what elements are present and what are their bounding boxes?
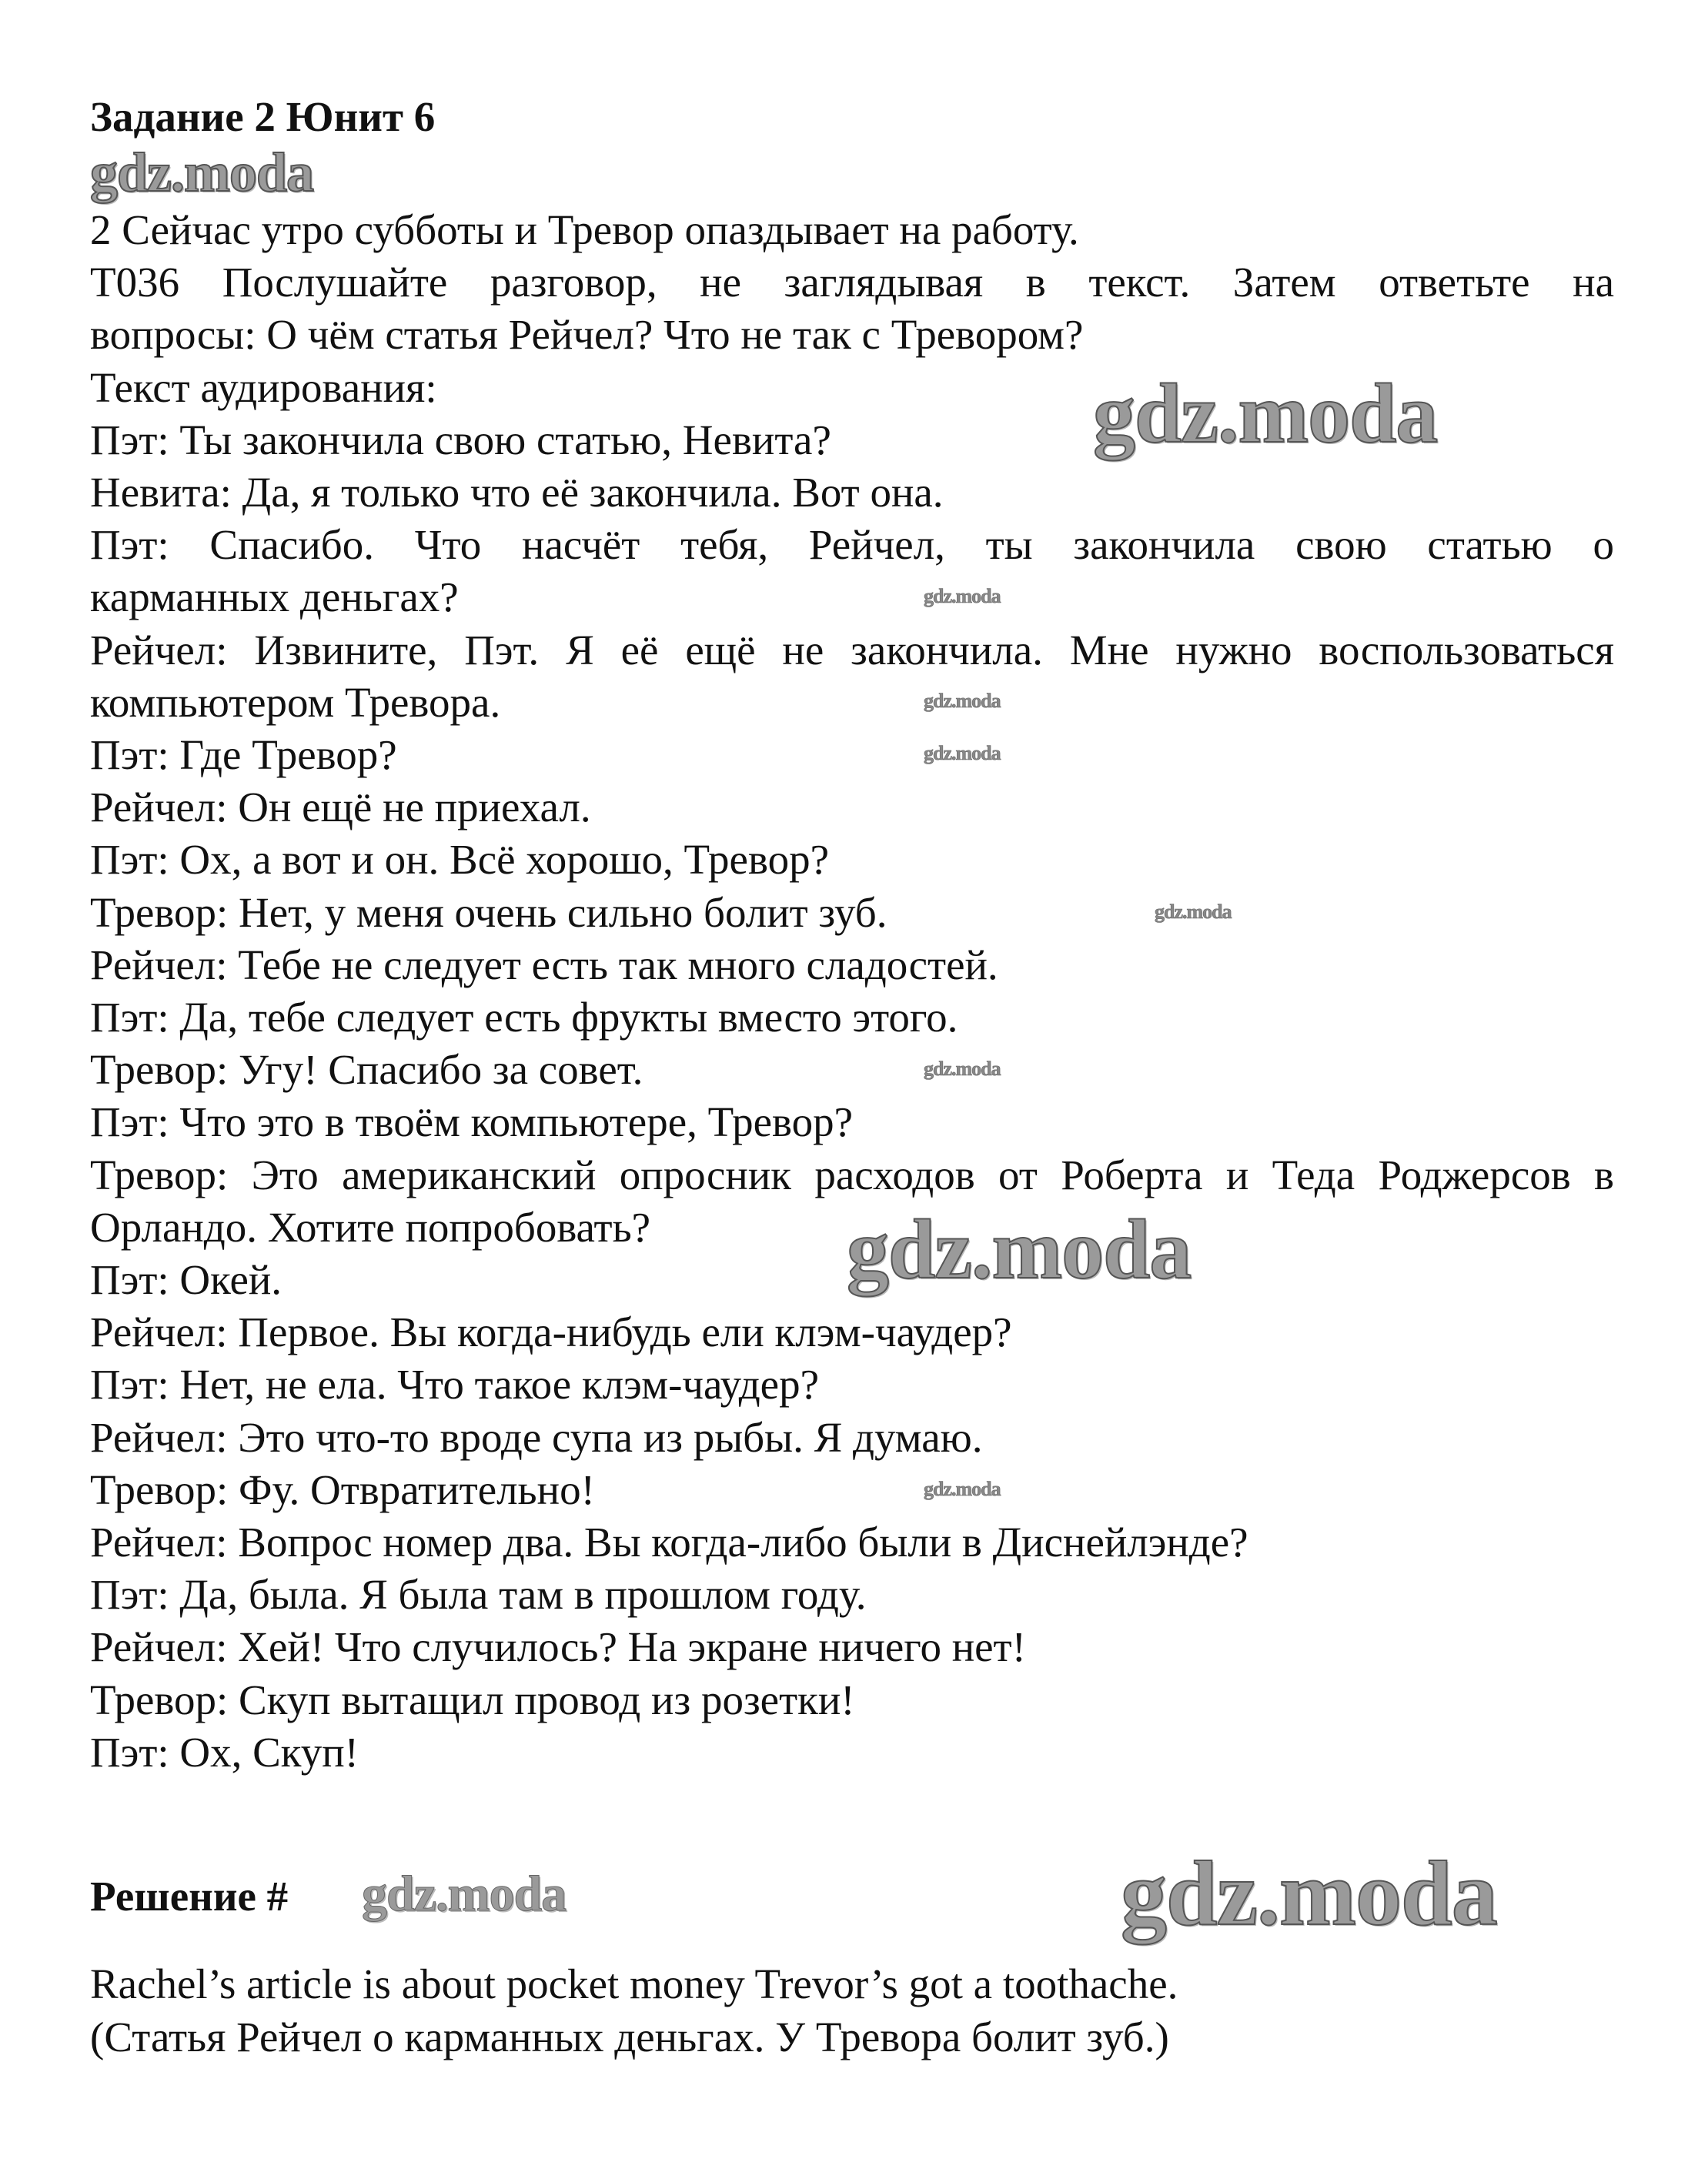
watermark-small: gdz.moda <box>924 585 1001 607</box>
dialogue-line: Пэт: Ты закончила свою статью, Невита? <box>90 416 831 463</box>
dialogue-line: Пэт: Окей. <box>90 1256 282 1303</box>
dialogue-line: компьютером Тревора. <box>90 679 501 726</box>
dialogue-line: Пэт: Да, была. Я была там в прошлом году. <box>90 1571 867 1618</box>
dialogue-line: Тревор: Фу. Отвратительно! <box>90 1466 595 1513</box>
task-intro: 2 Сейчас утро субботы и Тревор опаздывает на работу. <box>90 206 1079 253</box>
watermark-small: gdz.moda <box>924 690 1001 712</box>
watermark-logo: gdz.moda <box>1093 366 1438 460</box>
dialogue-line: Рейчел: Хей! Что случилось? На экране ничего нет! <box>90 1623 1026 1670</box>
dialogue-line: Пэт: Где Тревор? <box>90 731 397 778</box>
watermark-logo: gdz.moda <box>90 142 314 203</box>
answer-english: Rachel’s article is about pocket money Trevor’s got a toothache. <box>90 1960 1178 2007</box>
watermark-logo: gdz.moda <box>847 1202 1192 1296</box>
task-instruction: T036 Послушайте разговор, не заглядывая в текст. Затем ответьте на <box>90 259 1614 306</box>
dialogue-line: Пэт: Нет, не ела. Что такое клэм-чаудер? <box>90 1361 820 1408</box>
dialogue-line: Рейчел: Первое. Вы когда-нибудь ели клэм-чаудер? <box>90 1308 1012 1355</box>
watermark-logo: gdz.moda <box>362 1866 567 1922</box>
dialogue-line: Рейчел: Вопрос номер два. Вы когда-либо были в Диснейлэнде? <box>90 1519 1248 1566</box>
task-instruction-cont: вопросы: О чём статья Рейчел? Что не так с Тревором? <box>90 311 1084 358</box>
dialogue-line: Пэт: Да, тебе следует есть фрукты вместо этого. <box>90 994 958 1041</box>
dialogue-line: Рейчел: Это что-то вроде супа из рыбы. Я думаю. <box>90 1414 983 1461</box>
dialogue-line: Тревор: Скуп вытащил провод из розетки! <box>90 1676 855 1723</box>
dialogue-line: карманных деньгах? <box>90 573 459 620</box>
solution-heading: Решение # <box>90 1873 289 1920</box>
dialogue-line: Орландо. Хотите попробовать? <box>90 1204 651 1251</box>
dialogue-line: Пэт: Ох, Скуп! <box>90 1729 359 1776</box>
dialogue-line: Пэт: Что это в твоём компьютере, Тревор? <box>90 1098 854 1145</box>
watermark-small: gdz.moda <box>924 742 1001 764</box>
dialogue-line: Тревор: Это американский опросник расходов от Роберта и Теда Роджерсов в <box>90 1151 1614 1198</box>
answer-russian: (Статья Рейчел о карманных деньгах. У Тревора болит зуб.) <box>90 2014 1169 2060</box>
dialogue-line: Тревор: Угу! Спасибо за совет. <box>90 1046 643 1093</box>
watermark-small: gdz.moda <box>924 1058 1001 1080</box>
watermark-logo: gdz.moda <box>1121 1842 1497 1944</box>
dialogue-line: Пэт: Ох, а вот и он. Всё хорошо, Тревор? <box>90 836 829 883</box>
watermark-small: gdz.moda <box>924 1478 1001 1500</box>
watermark-small: gdz.moda <box>1155 901 1232 923</box>
dialogue-line: Рейчел: Тебе не следует есть так много сладостей. <box>90 941 998 988</box>
transcript-label: Текст аудирования: <box>90 364 437 411</box>
dialogue-line: Тревор: Нет, у меня очень сильно болит зуб. <box>90 889 887 936</box>
dialogue-line: Пэт: Спасибо. Что насчёт тебя, Рейчел, ты закончила свою статью о <box>90 521 1614 568</box>
dialogue-line: Рейчел: Извините, Пэт. Я её ещё не закончила. Мне нужно воспользоваться <box>90 627 1614 673</box>
dialogue-line: Невита: Да, я только что её закончила. Вот она. <box>90 469 944 516</box>
dialogue-line: Рейчел: Он ещё не приехал. <box>90 784 591 830</box>
page-title: Задание 2 Юнит 6 <box>90 93 436 140</box>
